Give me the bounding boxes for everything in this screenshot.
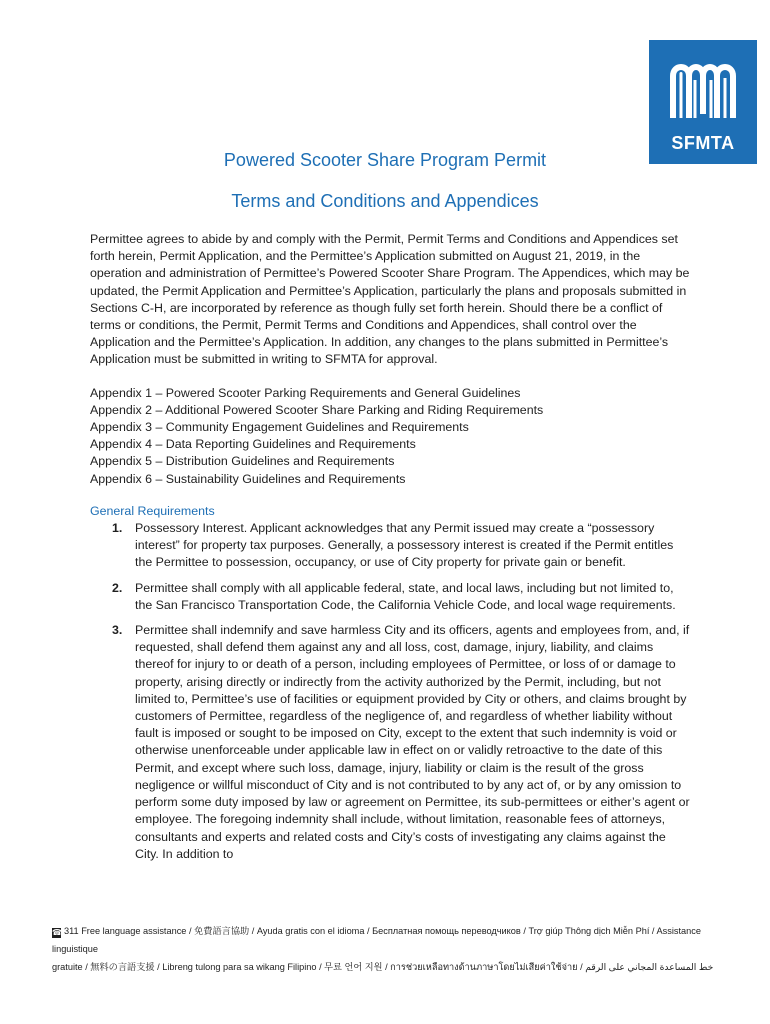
appendix-item: Appendix 4 – Data Reporting Guidelines and Requirements xyxy=(90,437,416,452)
appendix-list xyxy=(90,385,690,488)
page-title: Powered Scooter Share Program Permit xyxy=(223,150,547,170)
logo-text: SFMTA xyxy=(671,133,735,153)
footer-line-1-text: 311 Free language assistance / 免費語言協助 / Ayuda gratis con el idioma / Бесплатная помощь переводчиков / Trợ giúp Thông dịch Miễn Phí / Assistance linguistique xyxy=(52,926,701,954)
requirement-number: 3. xyxy=(112,623,123,638)
document-body xyxy=(90,231,690,871)
phone-icon: ☎ xyxy=(52,928,62,937)
requirement-text: Possessory Interest. Applicant acknowledges that any Permit issued may create a “possessory interest” for property tax purposes. Generally, a possessory interest is created if the Permit entitles the Permittee to possession, occupancy, or use of City property for private gain or benefit. xyxy=(135,521,674,570)
page-subtitle: Terms and Conditions and Appendices xyxy=(231,191,539,211)
requirements-list xyxy=(90,520,690,863)
requirement-item xyxy=(90,580,690,614)
appendix-item: Appendix 5 – Distribution Guidelines and Requirements xyxy=(90,454,395,469)
requirement-number: 2. xyxy=(112,580,123,595)
requirement-item xyxy=(90,520,690,572)
appendix-item: Appendix 2 – Additional Powered Scooter Share Parking and Riding Requirements xyxy=(90,402,544,417)
requirement-text: Permittee shall comply with all applicable federal, state, and local laws, including but not limited to, the San Francisco Transportation Code, the California Vehicle Code, and local wage requirements. xyxy=(135,580,676,612)
appendix-item: Appendix 3 – Community Engagement Guidelines and Requirements xyxy=(90,420,469,435)
footer-line-1 xyxy=(52,922,742,958)
requirement-number: 1. xyxy=(112,521,123,536)
requirement-item xyxy=(90,622,690,863)
requirement-text: Permittee shall indemnify and save harmless City and its officers, agents and employees from, and, if requested, shall defend them against any and all loss, cost, damage, injury, liability, and claims thereof for injury to or death of a person, including employees of Permittee, or loss of or damage to property, arising directly or indirectly from the activity authorized by the Permit, including, but not limited to, Permittee’s use of facilities or equipment provided by City or others, and claims brought by customers of Permittee, regardless of the negligence of, and regardless of whether liability without fault is imposed or sought to be imposed on City, except to the extent that such indemnity is void or otherwise unenforceable under applicable law in effect on or validly retroactive to the date of this Permit, and except where such loss, damage, injury, liability or claim is the result of the gross negligence or willful misconduct of City and is not contributed to by any act of, or by any omission to perform some duty imposed by law or agreement on Permittee, its sub-permittees or either’s agent or employee. The foregoing indemnity shall include, without limitation, reasonable fees of attorneys, consultants and experts and related costs and City’s costs of investigating any claims against the City. In addition to xyxy=(135,623,690,861)
sfmta-logo xyxy=(649,40,757,164)
appendix-item: Appendix 1 – Powered Scooter Parking Requirements and General Guidelines xyxy=(90,385,521,400)
general-requirements-heading: General Requirements xyxy=(90,503,215,518)
appendix-item: Appendix 6 – Sustainability Guidelines and Requirements xyxy=(90,471,406,486)
sfmta-muni-worm-icon xyxy=(665,54,741,124)
footer-line-2: gratuite / 無料の言語支援 / Libreng tulong para sa wikang Filipino / 무료 언어 지원 / การช่วยเหลือทางด้านภาษาโดยไม่เสียค่าใช้จ่าย / خط المساعدة المجاني على الرقم xyxy=(52,962,714,972)
language-assistance-footer xyxy=(52,922,742,976)
intro-paragraph: Permittee agrees to abide by and comply with the Permit, Permit Terms and Conditions and Appendices set forth herein, Permit Application, and the Permittee’s Application submitted on August 21, 2019, in the operation and administration of Permittee’s Powered Scooter Share Program. The Appendices, which may be updated, the Permit Application and Permittee’s Application, particularly the plans and proposals submitted in Sections C-H, are incorporated by reference as though fully set forth herein. Should there be a conflict of terms or conditions, the Permit, Permit Terms and Conditions and Appendices, shall control over the Application and the Permittee’s Application. In addition, any changes to the plans submitted in Permittee’s Application must be submitted in writing to SFMTA for approval. xyxy=(90,232,690,367)
